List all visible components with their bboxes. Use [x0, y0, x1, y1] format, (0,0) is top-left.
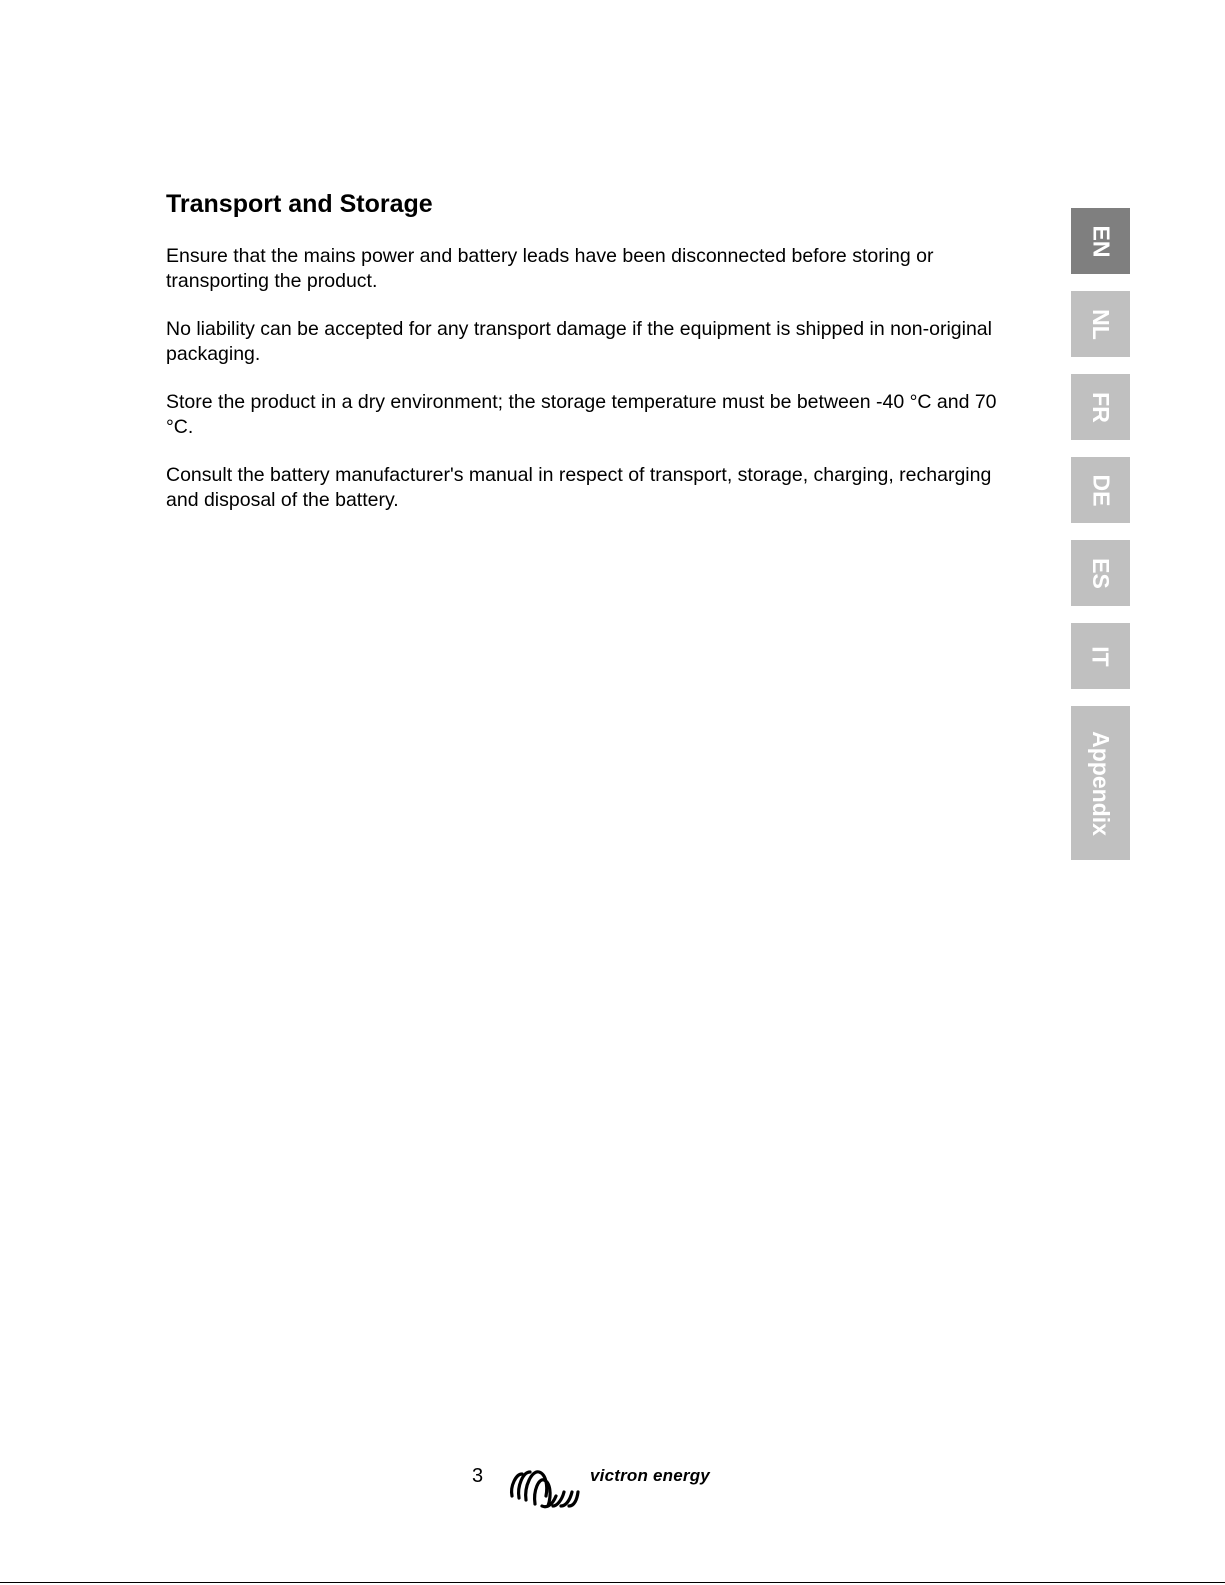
tab-label: Appendix [1088, 730, 1114, 836]
section-title: Transport and Storage [166, 190, 433, 218]
brand-name: victron energy [590, 1466, 710, 1485]
victron-coil-logo-icon [506, 1466, 581, 1510]
tab-it[interactable] [1071, 623, 1130, 689]
tab-nl[interactable] [1071, 291, 1130, 357]
tab-label: ES [1088, 557, 1114, 589]
paragraph: Consult the battery manufacturer's manual in respect of transport, storage, charging, recharging and disposal of the battery. [166, 464, 992, 511]
paragraph: Store the product in a dry environment; the storage temperature must be between -40 °C and 70 °C. [166, 391, 997, 438]
section-body [166, 244, 1016, 536]
tab-en[interactable] [1071, 208, 1130, 274]
tab-label: IT [1087, 645, 1114, 667]
tab-es[interactable] [1071, 540, 1130, 606]
tab-label: NL [1087, 308, 1114, 340]
tab-de[interactable] [1071, 457, 1130, 523]
page-bottom-rule [0, 1582, 1225, 1583]
page-number: 3 [472, 1465, 484, 1487]
tab-fr[interactable] [1071, 374, 1130, 440]
paragraph: Ensure that the mains power and battery leads have been disconnected before storing or transporting the product. [166, 245, 934, 292]
paragraph: No liability can be accepted for any transport damage if the equipment is shipped in non-original packaging. [166, 318, 992, 365]
tab-appendix[interactable] [1071, 706, 1130, 860]
tab-label: FR [1087, 391, 1114, 423]
tab-label: DE [1087, 474, 1114, 506]
tab-label: EN [1087, 225, 1114, 257]
